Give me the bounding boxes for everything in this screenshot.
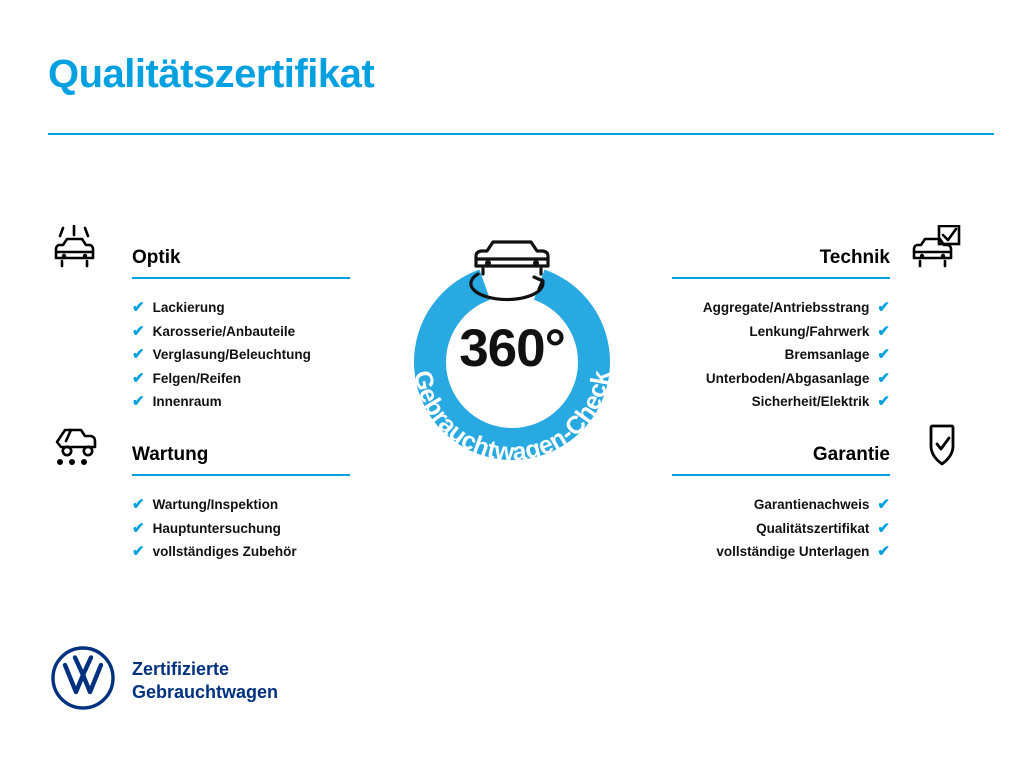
title-divider — [48, 133, 994, 135]
list-item — [672, 343, 890, 367]
check-icon: ✔ — [132, 346, 145, 364]
section-technik — [672, 225, 972, 414]
section-list-technik — [672, 296, 972, 414]
section-divider-technik — [672, 277, 890, 279]
list-item-label: Wartung/Inspektion — [152, 497, 279, 512]
car-lift-icon — [50, 422, 114, 468]
list-item-label: Felgen/Reifen — [152, 370, 242, 386]
check-icon: ✔ — [132, 322, 145, 340]
footer-line-2: Gebrauchtwagen — [132, 681, 279, 702]
section-list-optik — [50, 296, 350, 414]
check-icon: ✔ — [132, 299, 145, 317]
list-item — [132, 517, 350, 541]
list-item — [672, 493, 890, 517]
section-header-technik — [672, 225, 972, 271]
list-item — [672, 540, 890, 564]
section-divider-garantie — [672, 474, 890, 476]
section-title-garantie: Garantie — [812, 444, 890, 465]
badge-number: 360° — [459, 318, 565, 378]
check-icon: ✔ — [132, 519, 145, 537]
shield-check-icon — [908, 422, 972, 468]
check-icon: ✔ — [877, 393, 890, 411]
check-icon: ✔ — [877, 496, 890, 514]
footer-line-1: Zertifizierte — [132, 658, 230, 679]
check-icon: ✔ — [877, 322, 890, 340]
list-item-label: Lenkung/Fahrwerk — [749, 323, 870, 339]
section-list-garantie — [672, 493, 972, 564]
section-title-wartung: Wartung — [132, 444, 209, 465]
car-check-icon — [908, 225, 972, 271]
list-item — [132, 540, 350, 564]
check-icon: ✔ — [132, 369, 145, 387]
list-item — [672, 320, 890, 344]
car-wash-icon — [50, 225, 114, 271]
page-title: Qualitätszertifikat — [48, 52, 375, 96]
check-icon: ✔ — [132, 496, 145, 514]
list-item-label: Garantienachweis — [753, 497, 870, 512]
check-icon: ✔ — [877, 369, 890, 387]
check-icon: ✔ — [877, 543, 890, 561]
list-item-label: vollständige Unterlagen — [716, 544, 870, 559]
list-item-label: Karosserie/Anbauteile — [152, 323, 296, 339]
footer-brand — [50, 645, 278, 716]
list-item — [672, 517, 890, 541]
section-list-wartung — [50, 493, 350, 564]
list-item — [132, 320, 350, 344]
check-icon: ✔ — [877, 346, 890, 364]
footer-text — [132, 658, 278, 704]
check-icon: ✔ — [132, 393, 145, 411]
list-item — [672, 296, 890, 320]
list-item-label: Innenraum — [152, 394, 222, 409]
check-icon: ✔ — [877, 519, 890, 537]
check-icon: ✔ — [877, 299, 890, 317]
section-optik — [50, 225, 350, 414]
list-item — [132, 343, 350, 367]
section-title-optik: Optik — [132, 247, 181, 268]
section-header-optik — [50, 225, 350, 271]
check-icon: ✔ — [132, 543, 145, 561]
list-item-label: Bremsanlage — [784, 347, 870, 362]
section-divider-wartung — [132, 474, 350, 476]
list-item — [672, 367, 890, 391]
list-item-label: vollständiges Zubehör — [152, 544, 297, 559]
list-item — [132, 493, 350, 517]
badge-arc-text: Gebrauchtwagen-Check — [408, 368, 616, 467]
list-item-label: Verglasung/Beleuchtung — [152, 347, 311, 362]
list-item-label: Unterboden/Abgasanlage — [705, 370, 870, 386]
list-item-label: Hauptuntersuchung — [152, 520, 281, 536]
section-divider-optik — [132, 277, 350, 279]
list-item — [132, 390, 350, 414]
section-garantie — [672, 422, 972, 564]
section-wartung — [50, 422, 350, 564]
list-item-label: Lackierung — [152, 300, 225, 315]
section-header-wartung — [50, 422, 350, 468]
section-header-garantie — [672, 422, 972, 468]
list-item-label: Aggregate/Antriebsstrang — [702, 300, 870, 315]
list-item — [132, 367, 350, 391]
section-title-technik: Technik — [819, 247, 890, 268]
list-item-label: Sicherheit/Elektrik — [751, 394, 870, 409]
list-item-label: Qualitätszertifikat — [756, 520, 870, 536]
list-item — [132, 296, 350, 320]
badge-360-check — [370, 196, 654, 480]
vw-logo — [50, 645, 116, 716]
list-item — [672, 390, 890, 414]
